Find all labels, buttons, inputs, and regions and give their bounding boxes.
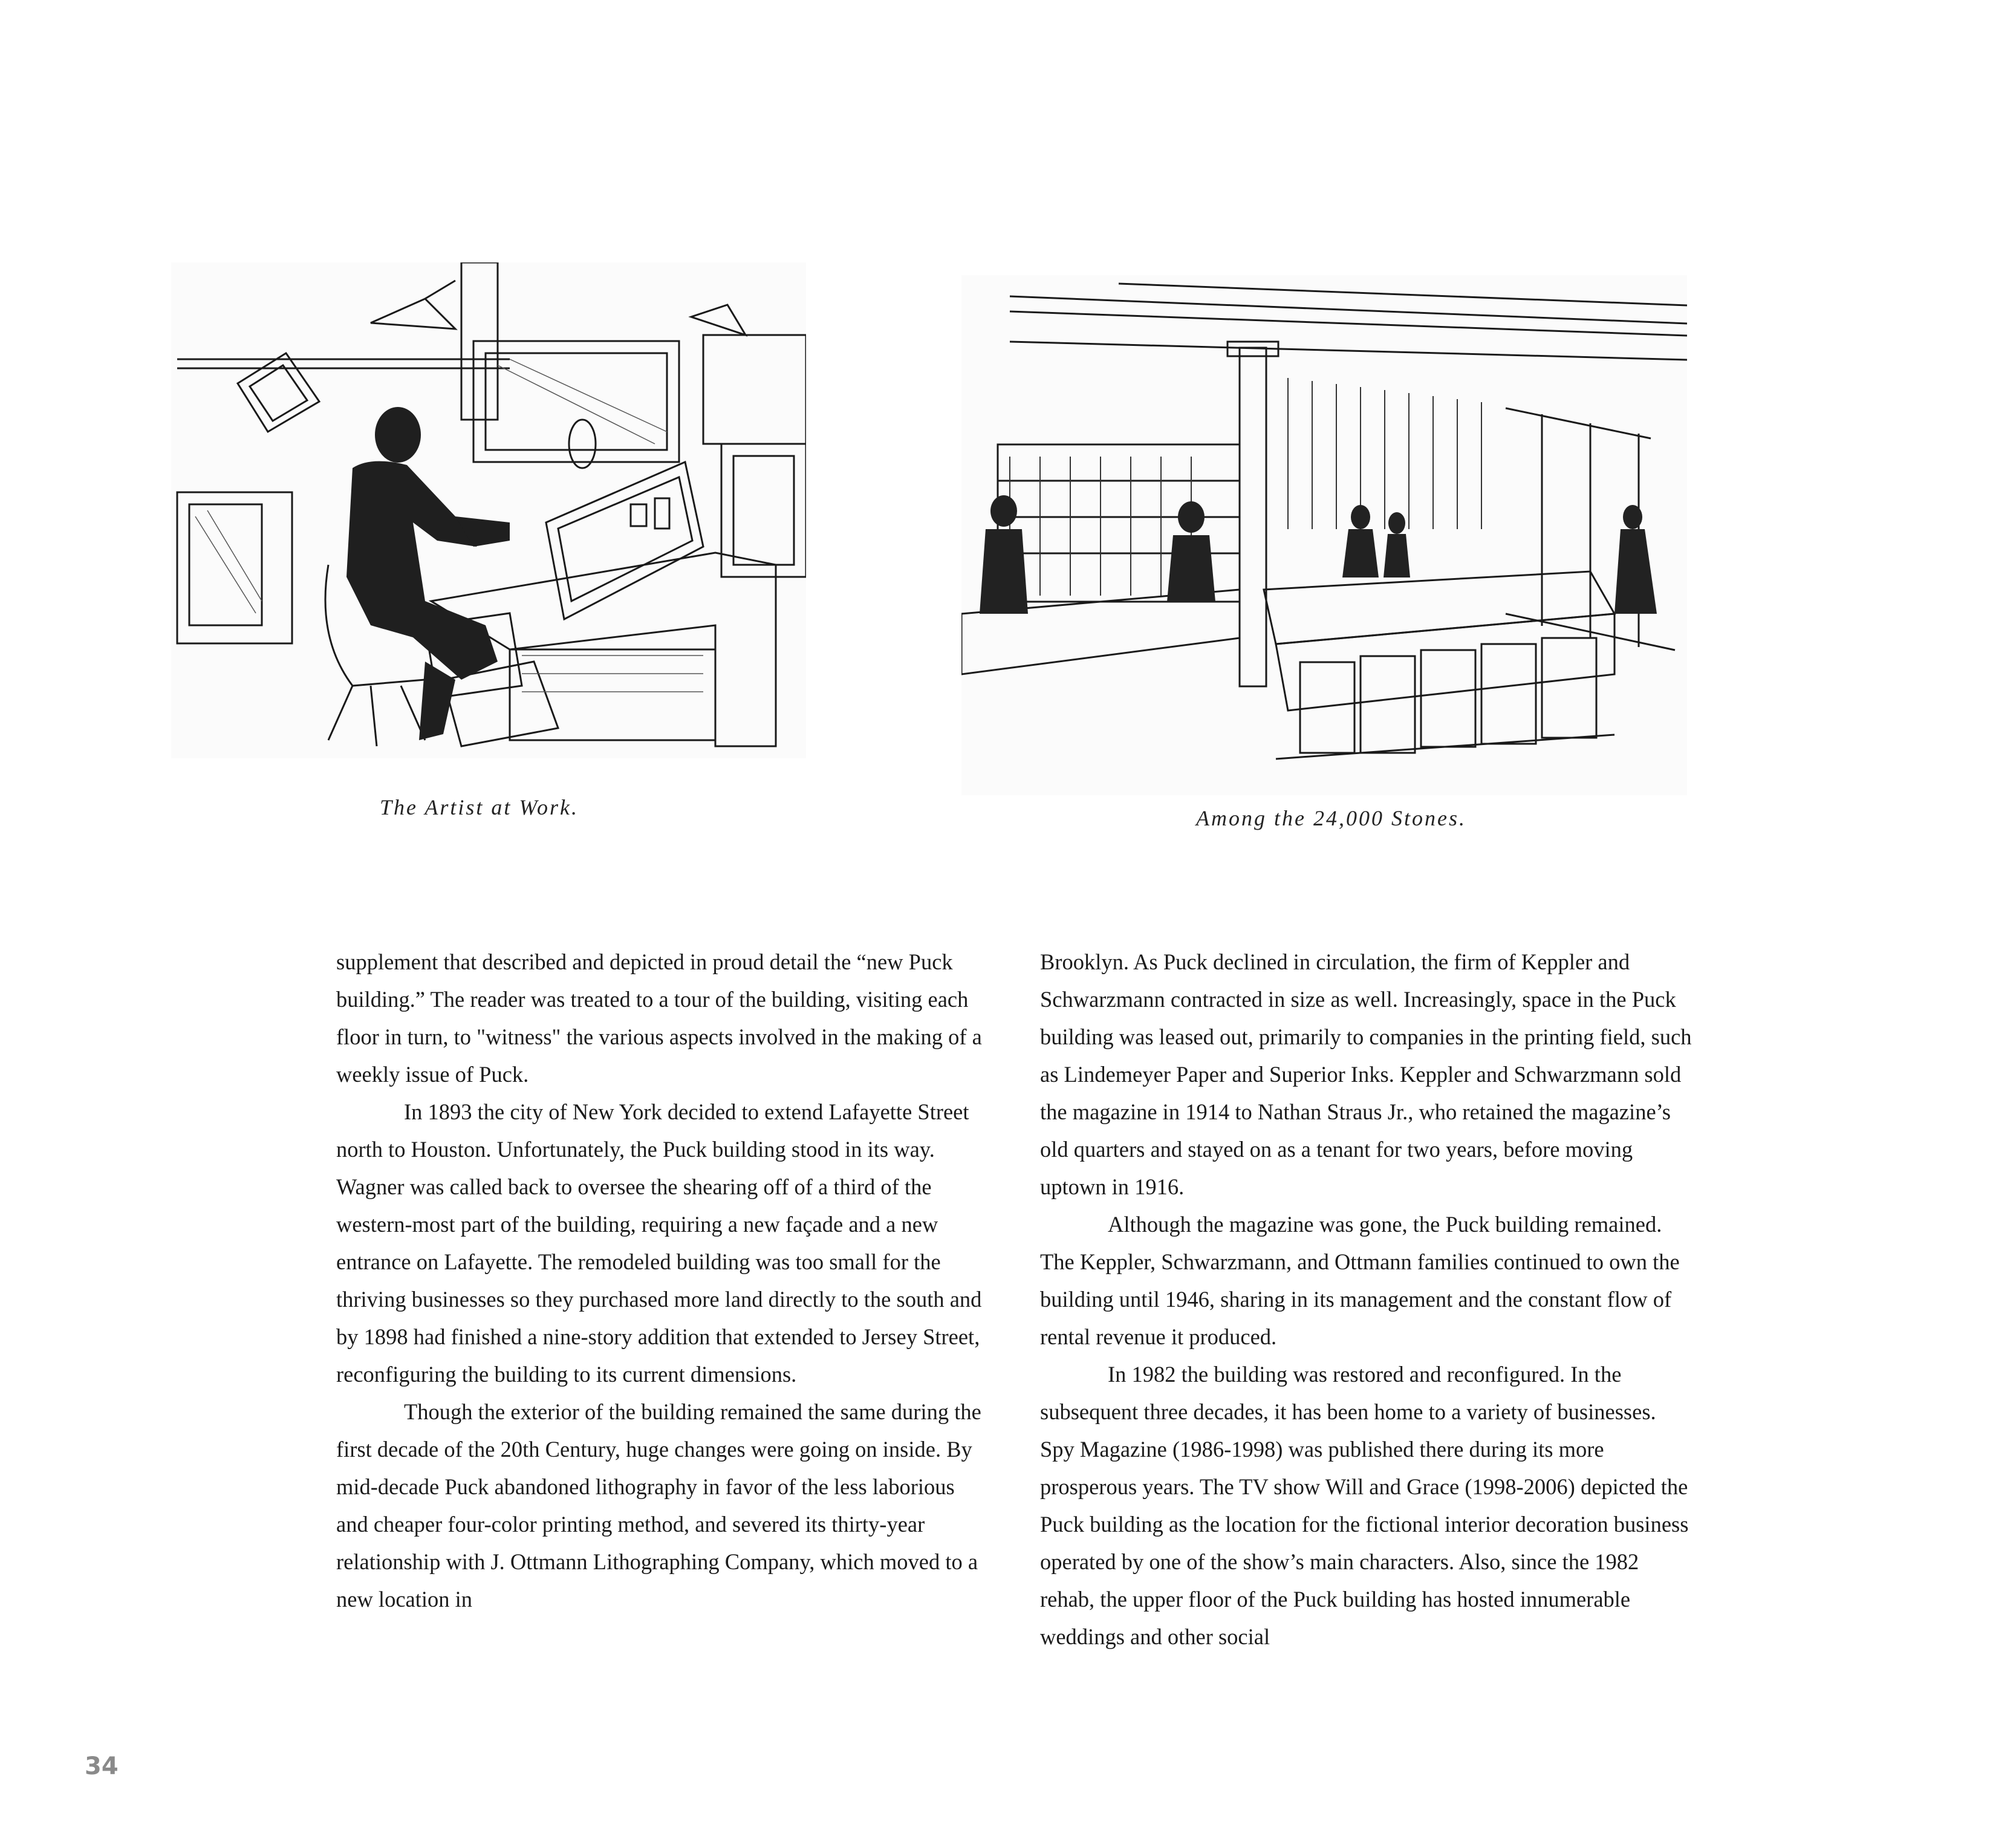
caption-artist-at-work: The Artist at Work. xyxy=(380,795,579,819)
paragraph: In 1893 the city of New York decided to extend Lafayette Street north to Houston. Unfortunately, the Puck building stood in its way. Wagner was called back to oversee the shearing off of a third of the western-most part of the building, requiring a new façade and a new entrance on Lafayette. The remodeled building was too small for the thriving businesses so they purchased more land directly to the south and by 1898 had finished a nine-story addition that extended to Jersey Street, reconfiguring the building to its current dimensions. xyxy=(336,1099,982,1387)
paragraph: Though the exterior of the building remained the same during the first decade of the 20th Century, huge changes were going on inside. By mid-decade Puck abandoned lithography in favor of the less laborious and cheaper four-color printing method, and severed its thirty-year relationship with J. Ottmann Lithographing Company, which moved to a new location in xyxy=(336,1399,981,1612)
paragraph: Although the magazine was gone, the Puck building remained. The Keppler, Schwarzmann, and Ottmann families continued to own the building until 1946, sharing in its management and the constant flow of rental revenue it produced. xyxy=(1040,1212,1680,1349)
paragraph: In 1982 the building was restored and reconfigured. In the subsequent three decades, it has been home to a variety of businesses. Spy Magazine (1986-1998) was published there during its more prosperous years. The TV show Will and Grace (1998-2006) depicted the Puck building as the location for the fictional interior decoration business operated by one of the show’s main characters. Also, since the 1982 rehab, the upper floor of the Puck building has hosted innumerable weddings and other social xyxy=(1040,1362,1689,1649)
lithography-stones-drawing xyxy=(961,275,1687,795)
left-text-column xyxy=(336,943,989,1618)
paragraph: supplement that described and depicted in proud detail the “new Puck building.” The reader was treated to a tour of the building, visiting each floor in turn, to "witness" the various aspects involved in the making of a weekly issue of Puck. xyxy=(336,949,982,1087)
page-number: 34 xyxy=(85,1752,119,1780)
illustration-artist-at-work xyxy=(171,262,806,758)
artist-at-work-drawing xyxy=(171,262,806,758)
right-text-column xyxy=(1040,943,1693,1656)
illustration-among-the-stones xyxy=(961,275,1687,795)
caption-among-the-stones: Among the 24,000 Stones. xyxy=(1196,806,1466,830)
paragraph: Brooklyn. As Puck declined in circulation, the firm of Keppler and Schwarzmann contracted in size as well. Increasingly, space in the Puck building was leased out, primarily to companies in the printing field, such as Lindemeyer Paper and Superior Inks. Keppler and Schwarzmann sold the magazine in 1914 to Nathan Straus Jr., who retained the magazine’s old quarters and stayed on as a tenant for two years, before moving uptown in 1916. xyxy=(1040,949,1692,1199)
